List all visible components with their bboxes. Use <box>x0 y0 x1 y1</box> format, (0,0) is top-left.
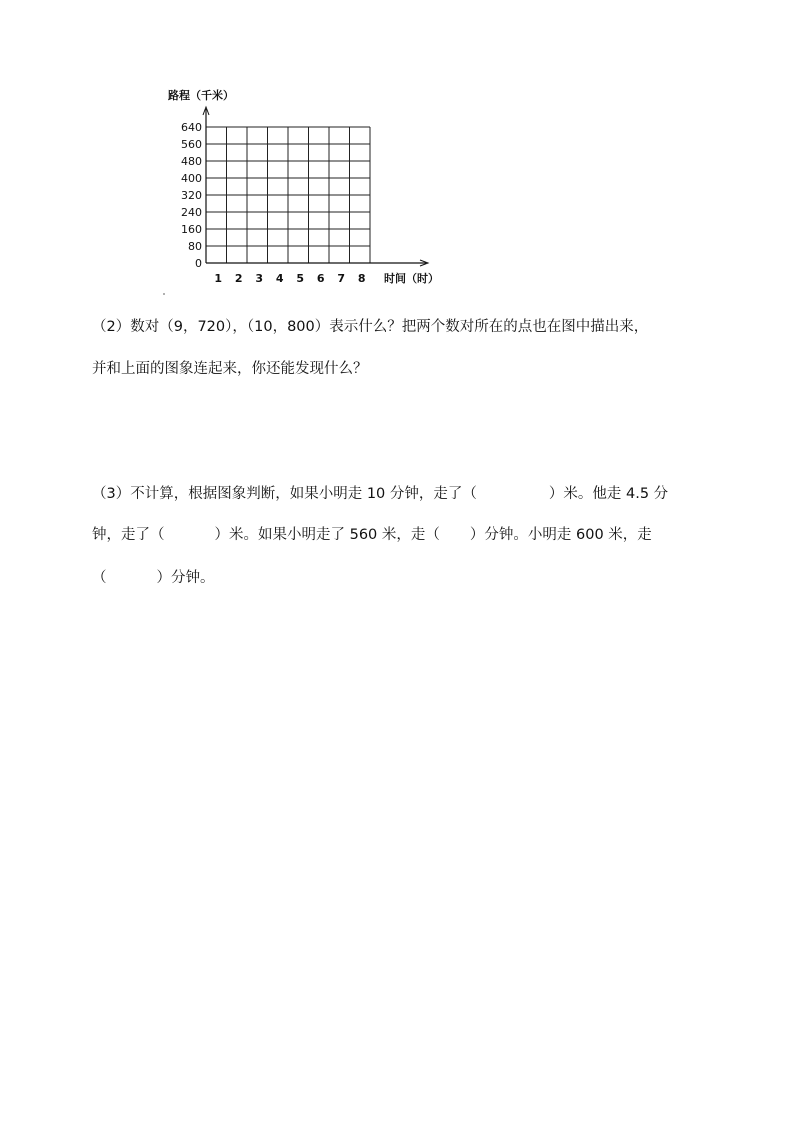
x-axis-label: 时间（时） <box>384 272 439 285</box>
x-tick-labels <box>214 272 365 285</box>
axes <box>203 107 428 266</box>
y-tick-label: 400 <box>181 172 202 185</box>
y-tick-label: 560 <box>181 138 202 151</box>
question-3-line-1 <box>92 484 732 504</box>
x-tick-label: 1 <box>214 272 223 285</box>
chart-svg <box>160 84 460 296</box>
y-tick-label: 160 <box>181 223 202 236</box>
q2-text-1: （2）数对（9，720），（10，800）表示什么？把两个数对所在的点也在图中描出来， <box>92 319 649 335</box>
q3-text-2b: ）米。如果小明走了 560 米，走（ <box>214 527 440 543</box>
q3-text-1a: （3）不计算，根据图象判断，如果小明走 10 分钟，走了（ <box>92 486 477 502</box>
x-tick-label: 6 <box>316 272 325 285</box>
q3-text-2c: ）分钟。小明走 600 米，走 <box>469 527 652 543</box>
x-tick-label: 5 <box>296 272 305 285</box>
q3-text-2a: 钟，走了（ <box>92 527 165 543</box>
q3-text-3a: （ <box>92 570 107 586</box>
y-tick-labels <box>181 121 202 270</box>
y-tick-label: 0 <box>195 257 202 270</box>
y-axis-label: 路程（千米） <box>168 89 234 102</box>
question-2-line-1 <box>92 317 732 337</box>
question-2-line-2 <box>92 359 732 379</box>
question-3-line-3 <box>92 568 732 588</box>
x-tick-label: 7 <box>337 272 346 285</box>
y-tick-label: 640 <box>181 121 202 134</box>
grid <box>206 127 370 263</box>
x-tick-label: 3 <box>255 272 264 285</box>
distance-time-chart <box>160 84 460 296</box>
y-tick-label: 480 <box>181 155 202 168</box>
y-tick-label: 80 <box>188 240 202 253</box>
q3-text-1b: ）米。他走 4.5 分 <box>548 486 669 502</box>
x-tick-label: 4 <box>275 272 284 285</box>
x-tick-label: 2 <box>234 272 243 285</box>
y-tick-label: 240 <box>181 206 202 219</box>
q2-text-2: 并和上面的图象连起来，你还能发现什么？ <box>92 361 368 377</box>
x-tick-label: 8 <box>357 272 366 285</box>
q3-text-3b: ）分钟。 <box>156 570 215 586</box>
y-tick-label: 320 <box>181 189 202 202</box>
question-3-line-2 <box>92 525 732 545</box>
stray-mark <box>163 293 165 295</box>
